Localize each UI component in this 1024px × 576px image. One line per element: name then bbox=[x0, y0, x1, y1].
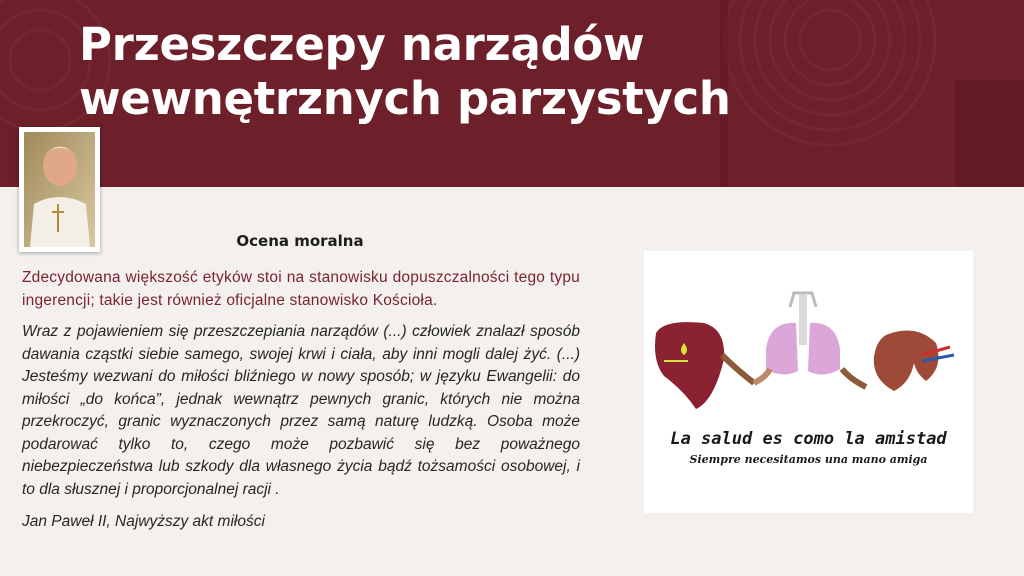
title-banner bbox=[0, 0, 1024, 187]
quote-paragraph: Wraz z pojawieniem się przeszczepiania narządów (...) człowiek znalazł sposób dawania cząstki siebie samego, swojej krwi i ciała, aby inni mogli dalej żyć. (...) Jesteśmy wezwani do miłości bliźniego w nowy sposób; w języku Ewangelii: do miłości „do końca”, jednak wewnątrz pewnych granic, których nie można przekroczyć, granic wyznaczonych przez samą naturę ludzką. Osoba może podarować tylko to, czego może pozbawić się bez poważnego niebezpieczeństwa lub szkody dla własnego życia bądź tożsamości osobowej, i to dla słusznej i proporcjonalnej racji . bbox=[22, 323, 580, 498]
illustration-caption-sub: Siempre necesitamos una mano amiga bbox=[689, 453, 928, 466]
intro-paragraph: Zdecydowana większość etyków stoi na stanowisku dopuszczalności tego typu ingerencji; takie jest również oficjalne stanowisko Kościoła. bbox=[22, 269, 580, 309]
slide-title bbox=[79, 18, 731, 126]
title-line-1: Przeszczepy narządów bbox=[79, 18, 645, 71]
title-line-2: wewnętrznych parzystych bbox=[79, 72, 731, 125]
section-heading bbox=[0, 232, 600, 250]
organs-drawing bbox=[644, 251, 973, 426]
illustration-caption-main: La salud es como la amistad bbox=[670, 429, 947, 449]
portrait-image bbox=[24, 132, 95, 247]
section-heading-text: Ocena moralna bbox=[236, 232, 364, 250]
organs-illustration bbox=[644, 251, 973, 513]
quote-citation: Jan Paweł II, Najwyższy akt miłości bbox=[22, 513, 265, 530]
